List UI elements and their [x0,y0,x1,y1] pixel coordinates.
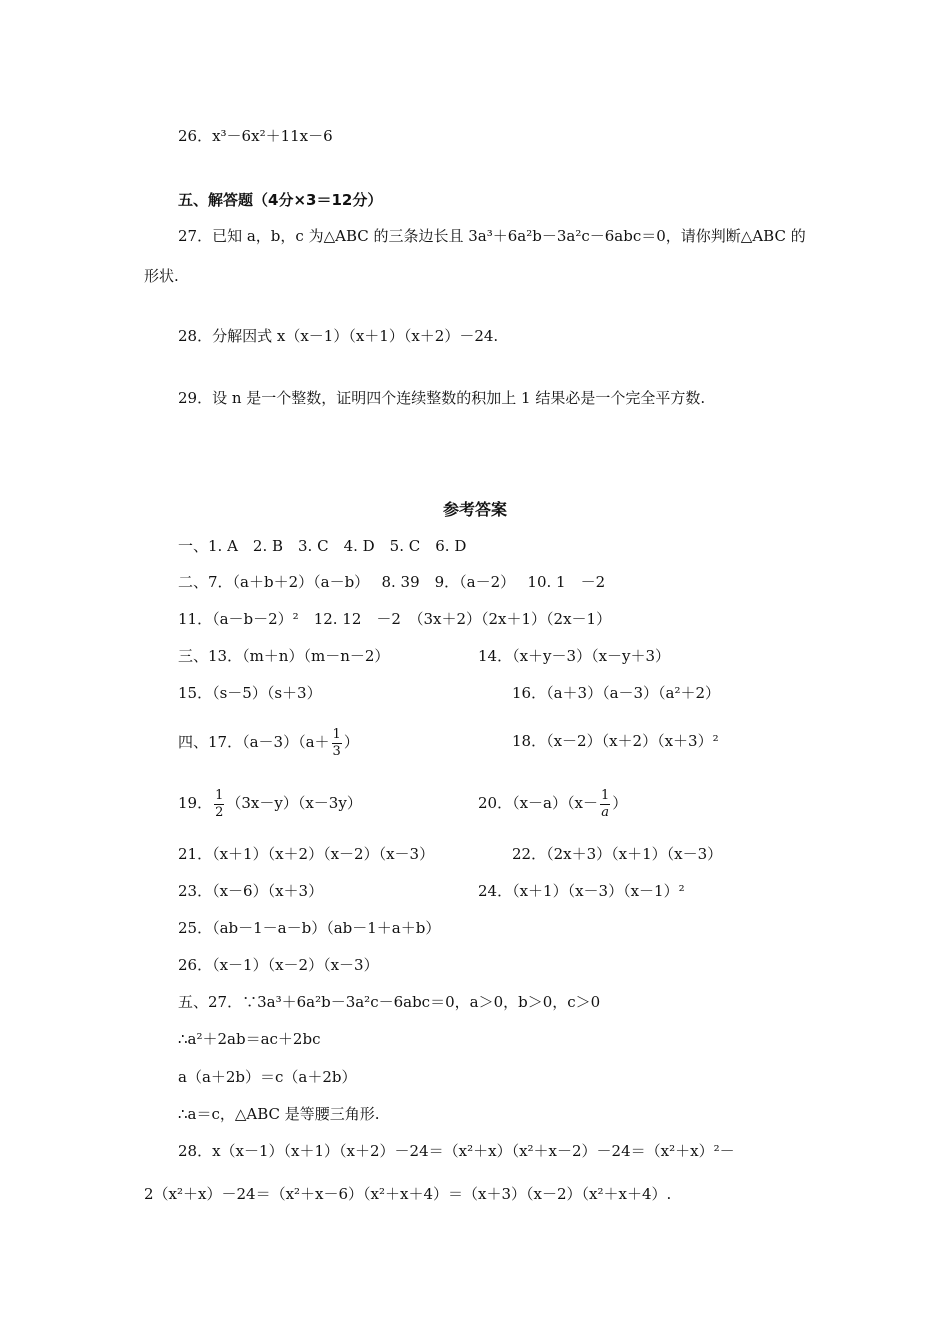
answer-19-text: （3x－y）（x－3y） [226,794,362,812]
answer-20 [478,785,627,821]
answer-13: 三、13．（m＋n）（m－n－2） [178,647,390,665]
answer-16: 16．（a＋3）（a－3）（a²＋2） [512,684,721,702]
answer-24: 24．（x＋1）（x－3）（x－1）² [478,882,685,900]
solution-27-line-1: 五、27．∵3a³＋6a²b－3a²c－6abc＝0，a＞0，b＞0，c＞0 [178,993,601,1011]
answer-14: 14．（x＋y－3）（x－y＋3） [478,647,671,665]
answer-15: 15．（s－5）（s＋3） [178,684,322,702]
answer-19-fraction [214,788,224,821]
section-5-title: 五、解答题（4分×3＝12分） [178,191,383,209]
answer-21: 21．（x＋1）（x＋2）（x－2）（x－3） [178,845,435,863]
fraction-denominator: 2 [215,804,224,820]
answer-11-12: 11．（a－b－2）² 12. 12 －2 （3x＋2）（2x＋1）（2x－1） [178,610,612,628]
question-29: 29．设 n 是一个整数，证明四个连续整数的积加上 1 结果必是一个完全平方数. [178,389,706,407]
solution-28-line-2: 2（x²＋x）－24＝（x²＋x－6）（x²＋x＋4）＝（x＋3）（x－2）（x²＋x＋4）. [144,1185,672,1203]
answer-20-close: ） [612,794,628,812]
fraction-denominator: a [601,804,609,820]
answer-19 [178,785,362,821]
question-28: 28．分解因式 x（x－1）（x＋1）（x＋2）－24. [178,327,499,345]
answer-section-1: 一、1. A 2. B 3. C 4. D 5. C 6. D [178,537,467,555]
answer-19-label: 19． [178,794,213,812]
solution-27-line-3: a（a＋2b）＝c（a＋2b） [178,1068,357,1086]
question-27-line-1: 27．已知 a，b，c 为△ABC 的三条边长且 3a³＋6a²b－3a²c－6abc＝0，请你判断△ABC 的 [178,227,806,245]
answer-section-2: 二、7．（a＋b＋2）（a－b） 8. 39 9．（a－2） 10. 1 －2 [178,573,606,591]
fraction-numerator: 1 [332,726,341,742]
answer-23: 23．（x－6）（x＋3） [178,882,324,900]
solution-27-line-2: ∴a²＋2ab＝ac＋2bc [178,1030,321,1048]
answer-17-fraction [332,727,342,760]
question-27-line-2: 形状. [144,267,179,285]
solution-27-line-4: ∴a＝c，△ABC 是等腰三角形. [178,1105,380,1123]
answer-22: 22．（2x＋3）（x＋1）（x－3） [512,845,723,863]
answer-17 [178,724,359,760]
fraction-numerator: 1 [600,787,610,803]
answer-20-fraction [600,788,610,821]
question-26: 26．x³－6x²＋11x－6 [178,127,333,145]
solution-28-line-1: 28．x（x－1）（x＋1）（x＋2）－24＝（x²＋x）（x²＋x－2）－24＝（x²＋x）²－ [178,1142,735,1160]
answer-26: 26．（x－1）（x－2）（x－3） [178,956,379,974]
answer-17-text: 四、17．（a－3）（a＋ [178,733,330,751]
answer-18: 18．（x－2）（x＋2）（x＋3）² [512,732,719,750]
answers-title: 参考答案 [442,500,507,519]
answer-20-text: 20．（x－a）（x－ [478,794,598,812]
fraction-numerator: 1 [215,787,224,803]
answer-25: 25．（ab－1－a－b）（ab－1＋a＋b） [178,919,441,937]
fraction-denominator: 3 [332,743,341,759]
answer-17-close: ） [343,733,359,751]
